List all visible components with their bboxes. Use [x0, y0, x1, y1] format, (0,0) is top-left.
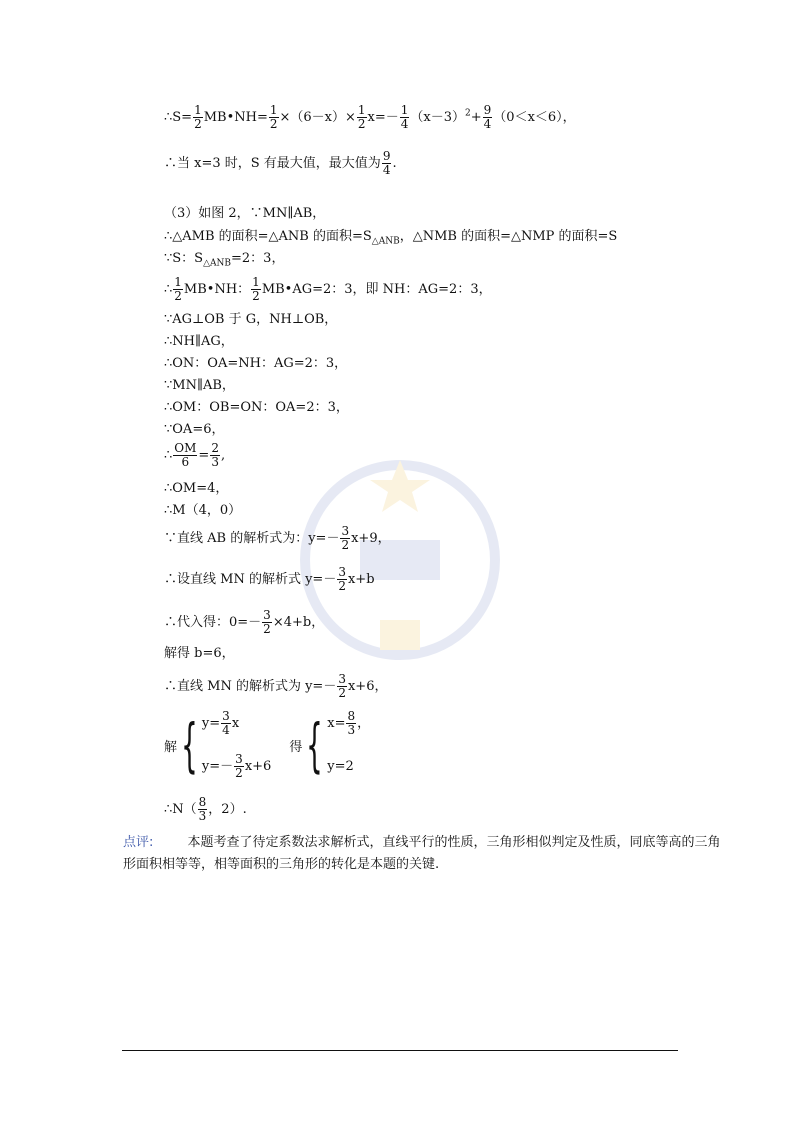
- fraction: $\frac{8}{3}$: [347, 709, 356, 737]
- line-ratio: ∵S：$S_{\triangle ANB}=2$：3，: [164, 251, 285, 269]
- fraction: $\frac{1}{2}$: [269, 103, 278, 131]
- left-brace: {: [181, 711, 198, 779]
- review-tag: 点评:: [123, 835, 154, 850]
- line-mn-ab: ∵MN∥AB，: [164, 378, 235, 393]
- line-on-oa: ∴ON：OA=NH：AG=2：3，: [164, 356, 348, 371]
- fraction: $\frac{8}{3}$: [198, 795, 207, 823]
- fraction: $\frac{3}{2}$: [235, 752, 243, 780]
- line-max-value: ∴当 x=3 时，S 有最大值，最大值为 $\frac{9}{4}$ .: [164, 149, 397, 177]
- fraction: $\frac{1}{2}$: [174, 275, 182, 303]
- watermark-logo: [300, 440, 500, 680]
- line-part-3: （3）如图 2，∵MN∥AB，: [164, 206, 326, 221]
- line-point-n: ∴N（ $\frac{8}{3}$ ，2）.: [164, 795, 247, 823]
- review-text: 本题考查了待定系数法求解析式，直线平行的性质，三角形相似判定及性质，同底等高的三角形面积相等等，相等面积的三角形的转化是本题的关键.: [123, 835, 721, 872]
- fraction: $\frac{2}{3}$: [211, 441, 219, 469]
- line-oa: ∵OA=6，: [164, 422, 225, 437]
- get-label: 得: [289, 739, 303, 755]
- fraction: $\frac{1}{4}$: [400, 103, 409, 131]
- line-area-formula: ∴S= $\frac{1}{2}$ MB•NH= $\frac{1}{2}$ ×（6－x）× $\frac{1}{2}$ x=－ $\frac{1}{4}$ $(x-3)^2+$ $\frac{9}{4}$ （0＜x＜6），: [164, 103, 576, 131]
- line-solve-b: 解得 b=6，: [164, 646, 235, 661]
- line-om-ob: ∴OM：OB=ON：OA=2：3，: [164, 400, 349, 415]
- fraction: $\frac{3}{4}$: [222, 709, 230, 737]
- line-parallel: ∴NH∥AG，: [164, 334, 234, 349]
- fraction: $\frac{3}{2}$: [263, 608, 271, 636]
- fraction: $\frac{3}{2}$: [338, 672, 346, 700]
- result-1: x= $\frac{8}{3}$ ，: [327, 709, 371, 737]
- fraction: $\frac{OM}{6}$: [174, 441, 197, 469]
- equation-2: y=－ $\frac{3}{2}$ x+6: [201, 752, 272, 780]
- line-area-equal: ∴△AMB 的面积=△ANB 的面积$=S_{\triangle ANB}$，△NMB 的面积=△NMP 的面积=S: [164, 229, 618, 247]
- equation-1: y= $\frac{3}{4}$ x: [201, 709, 240, 737]
- line-substitute: ∴代入得：0=－ $\frac{3}{2}$ ×4+b，: [164, 608, 325, 636]
- line-om: ∴OM=4，: [164, 481, 229, 496]
- line-ab-equation: ∵直线 AB 的解析式为：y=－ $\frac{3}{2}$ x+9，: [164, 524, 391, 552]
- solve-label: 解: [164, 739, 178, 755]
- line-point-m: ∴M（4，0）: [164, 503, 242, 518]
- fraction: $\frac{1}{2}$: [252, 275, 260, 303]
- equation-system: [164, 708, 370, 782]
- line-om-fraction: ∴ $\frac{OM}{6}$ = $\frac{2}{3}$ ,: [164, 441, 226, 469]
- right-brace-open: {: [306, 711, 324, 779]
- fraction: $\frac{1}{2}$: [357, 103, 366, 131]
- fraction: $\frac{3}{2}$: [341, 524, 350, 552]
- line-mn-setup: ∴设直线 MN 的解析式 y=－ $\frac{3}{2}$ x+b: [164, 565, 375, 593]
- line-perpendicular: ∵AG⊥OB 于 G，NH⊥OB，: [164, 312, 338, 327]
- fraction: $\frac{9}{4}$: [382, 149, 391, 177]
- footer-rule: [122, 1050, 678, 1051]
- fraction: $\frac{3}{2}$: [338, 565, 346, 593]
- fraction: $\frac{1}{2}$: [194, 103, 202, 131]
- line-nh-ag: ∴ $\frac{1}{2}$ MB•NH： $\frac{1}{2}$ MB•AG=2：3，即 NH：AG=2：3，: [164, 275, 492, 303]
- line-mn-equation: ∴直线 MN 的解析式为 y=－ $\frac{3}{2}$ x+6，: [164, 672, 388, 700]
- result-2: y=2: [327, 759, 354, 774]
- review-comment: [123, 832, 733, 876]
- fraction: $\frac{9}{4}$: [483, 103, 492, 131]
